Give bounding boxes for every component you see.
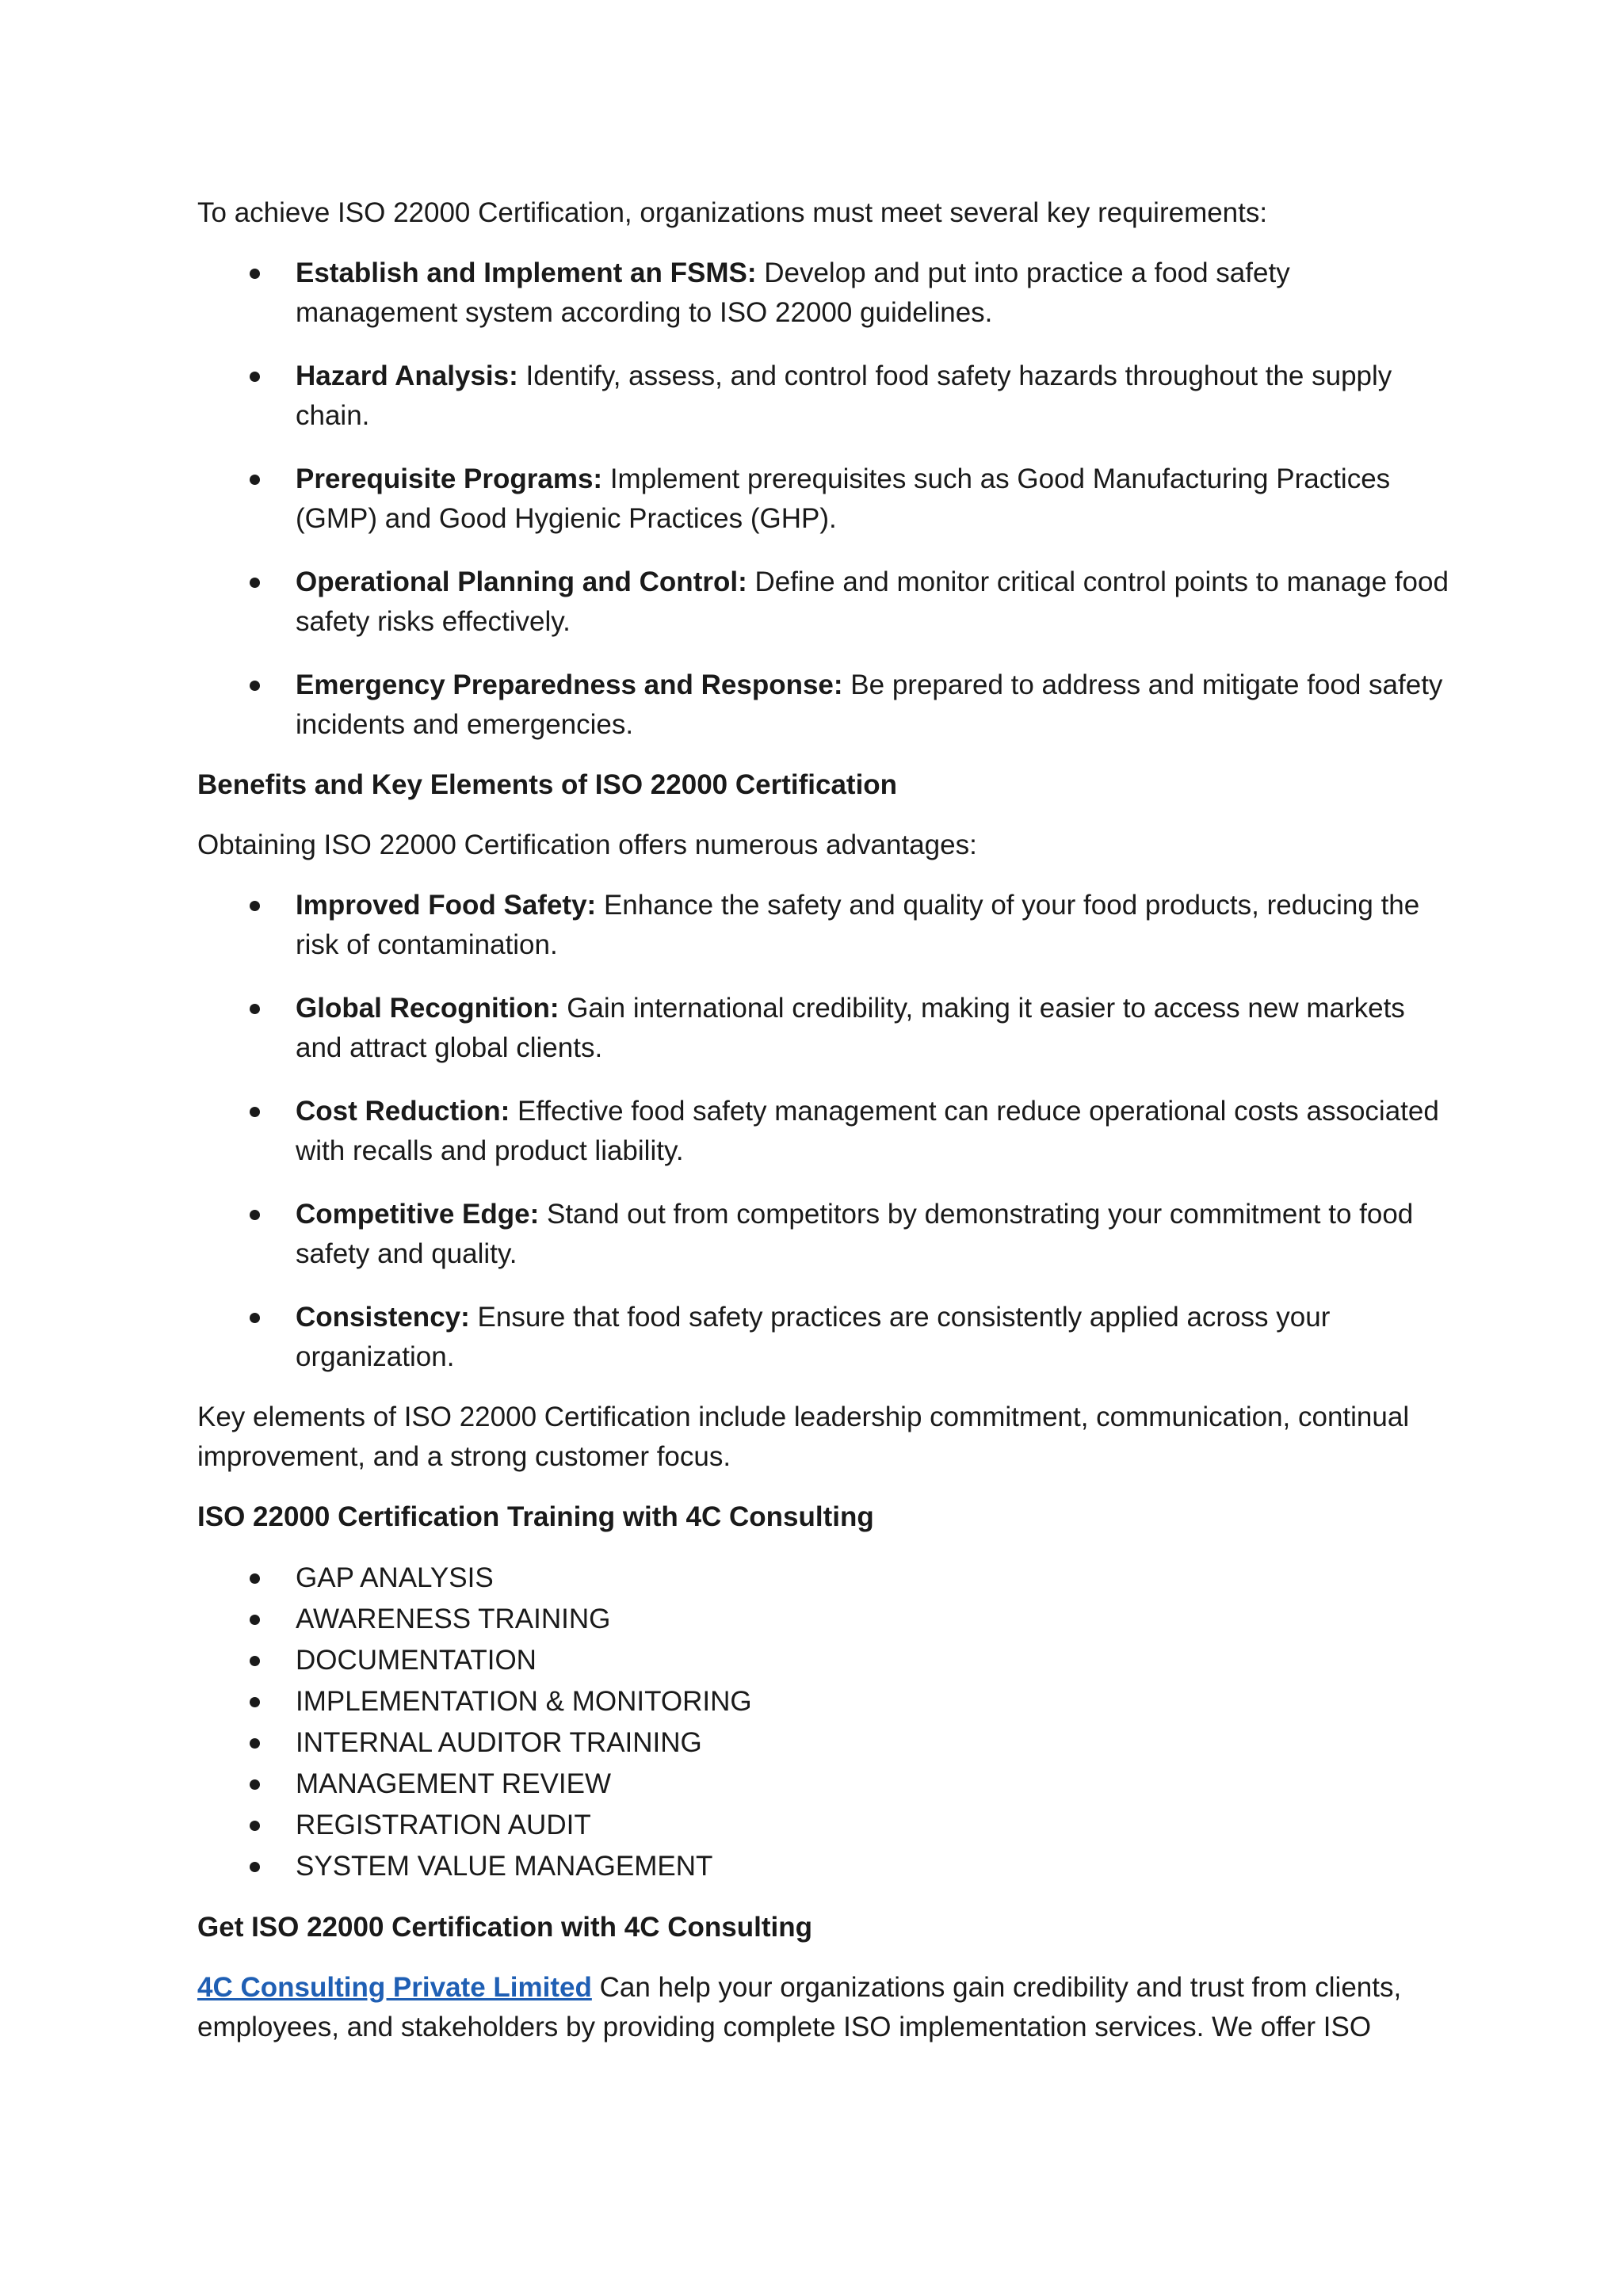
item-text: DOCUMENTATION [296, 1645, 537, 1676]
list-item [197, 989, 1449, 1068]
item-term: Competitive Edge: [296, 1199, 540, 1230]
item-text: Enhance the safety and quality of your food products, reducing the risk of contamination. [296, 890, 1420, 960]
bullet-icon [250, 1697, 260, 1707]
bullet-icon [250, 901, 260, 911]
benefits-intro: Obtaining ISO 22000 Certification offers numerous advantages: [197, 830, 977, 860]
item-term: Prerequisite Programs: [296, 463, 603, 494]
item-text: INTERNAL AUDITOR TRAINING [296, 1727, 702, 1758]
list-item [197, 1846, 1449, 1887]
item-text: Develop and put into practice a food safety management system according to ISO 22000 guidelines. [296, 257, 1290, 328]
bullet-icon [250, 1313, 260, 1323]
bullet-icon [250, 1738, 260, 1749]
bullet-icon [250, 1615, 260, 1625]
list-item [197, 1722, 1449, 1764]
item-text: AWARENESS TRAINING [296, 1604, 611, 1634]
item-text: IMPLEMENTATION & MONITORING [296, 1686, 752, 1717]
bullet-icon [250, 1573, 260, 1584]
benefits-heading: Benefits and Key Elements of ISO 22000 Certification [197, 769, 898, 800]
benefits-list [197, 886, 1449, 1377]
item-term: Consistency: [296, 1302, 470, 1333]
item-text: Effective food safety management can reduce operational costs associated with recalls and product liability. [296, 1096, 1439, 1166]
item-text: Define and monitor critical control points to manage food safety risks effectively. [296, 566, 1449, 637]
bullet-icon [250, 475, 260, 485]
item-text: Ensure that food safety practices are consistently applied across your organization. [296, 1302, 1331, 1372]
company-link[interactable]: 4C Consulting Private Limited [197, 1972, 592, 2003]
list-item [197, 1764, 1449, 1805]
item-text: Implement prerequisites such as Good Manufacturing Practices (GMP) and Good Hygienic Practices (GHP). [296, 463, 1391, 534]
get-certification-heading: Get ISO 22000 Certification with 4C Consulting [197, 1912, 812, 1943]
item-text: Be prepared to address and mitigate food safety incidents and emergencies. [296, 669, 1443, 740]
list-item [197, 1805, 1449, 1846]
item-term: Cost Reduction: [296, 1096, 510, 1127]
bullet-icon [250, 1210, 260, 1220]
list-item [197, 1298, 1449, 1377]
closing-text: Can help your organizations gain credibility and trust from clients, employees, and stakeholders by providing complete ISO implementation services. We offer ISO [197, 1972, 1402, 2042]
bullet-icon [250, 1821, 260, 1831]
item-text: Stand out from competitors by demonstrating your commitment to food safety and quality. [296, 1199, 1414, 1269]
item-term: Improved Food Safety: [296, 890, 597, 921]
item-text: MANAGEMENT REVIEW [296, 1768, 612, 1799]
item-term: Establish and Implement an FSMS: [296, 257, 757, 288]
intro-paragraph: To achieve ISO 22000 Certification, organizations must meet several key requirements: [197, 197, 1268, 228]
list-item [197, 460, 1449, 539]
list-item [197, 1092, 1449, 1171]
bullet-icon [250, 1779, 260, 1790]
list-item [197, 1558, 1449, 1599]
item-text: SYSTEM VALUE MANAGEMENT [296, 1851, 713, 1882]
bullet-icon [250, 681, 260, 691]
item-term: Global Recognition: [296, 993, 559, 1024]
list-item [197, 254, 1449, 333]
training-heading: ISO 22000 Certification Training with 4C Consulting [197, 1501, 874, 1532]
requirements-list [197, 254, 1449, 745]
list-item [197, 563, 1449, 642]
document-body [197, 193, 1449, 2047]
bullet-icon [250, 1656, 260, 1666]
item-term: Hazard Analysis: [296, 360, 518, 391]
list-item [197, 357, 1449, 436]
item-text: GAP ANALYSIS [296, 1562, 494, 1593]
list-item [197, 886, 1449, 965]
item-text: Gain international credibility, making it easier to access new markets and attract global clients. [296, 993, 1405, 1063]
item-term: Emergency Preparedness and Response: [296, 669, 843, 700]
list-item [197, 1599, 1449, 1640]
key-elements-paragraph: Key elements of ISO 22000 Certification include leadership commitment, communication, continual improvement, and a strong customer focus. [197, 1402, 1410, 1472]
bullet-icon [250, 372, 260, 382]
bullet-icon [250, 1004, 260, 1014]
training-list [197, 1558, 1449, 1887]
list-item [197, 666, 1449, 745]
bullet-icon [250, 578, 260, 588]
list-item [197, 1640, 1449, 1681]
bullet-icon [250, 269, 260, 279]
item-term: Operational Planning and Control: [296, 566, 747, 597]
closing-paragraph [197, 1968, 1449, 2047]
bullet-icon [250, 1107, 260, 1117]
list-item [197, 1681, 1449, 1722]
bullet-icon [250, 1862, 260, 1872]
list-item [197, 1195, 1449, 1274]
item-text: REGISTRATION AUDIT [296, 1810, 591, 1840]
item-text: Identify, assess, and control food safety hazards throughout the supply chain. [296, 360, 1392, 431]
